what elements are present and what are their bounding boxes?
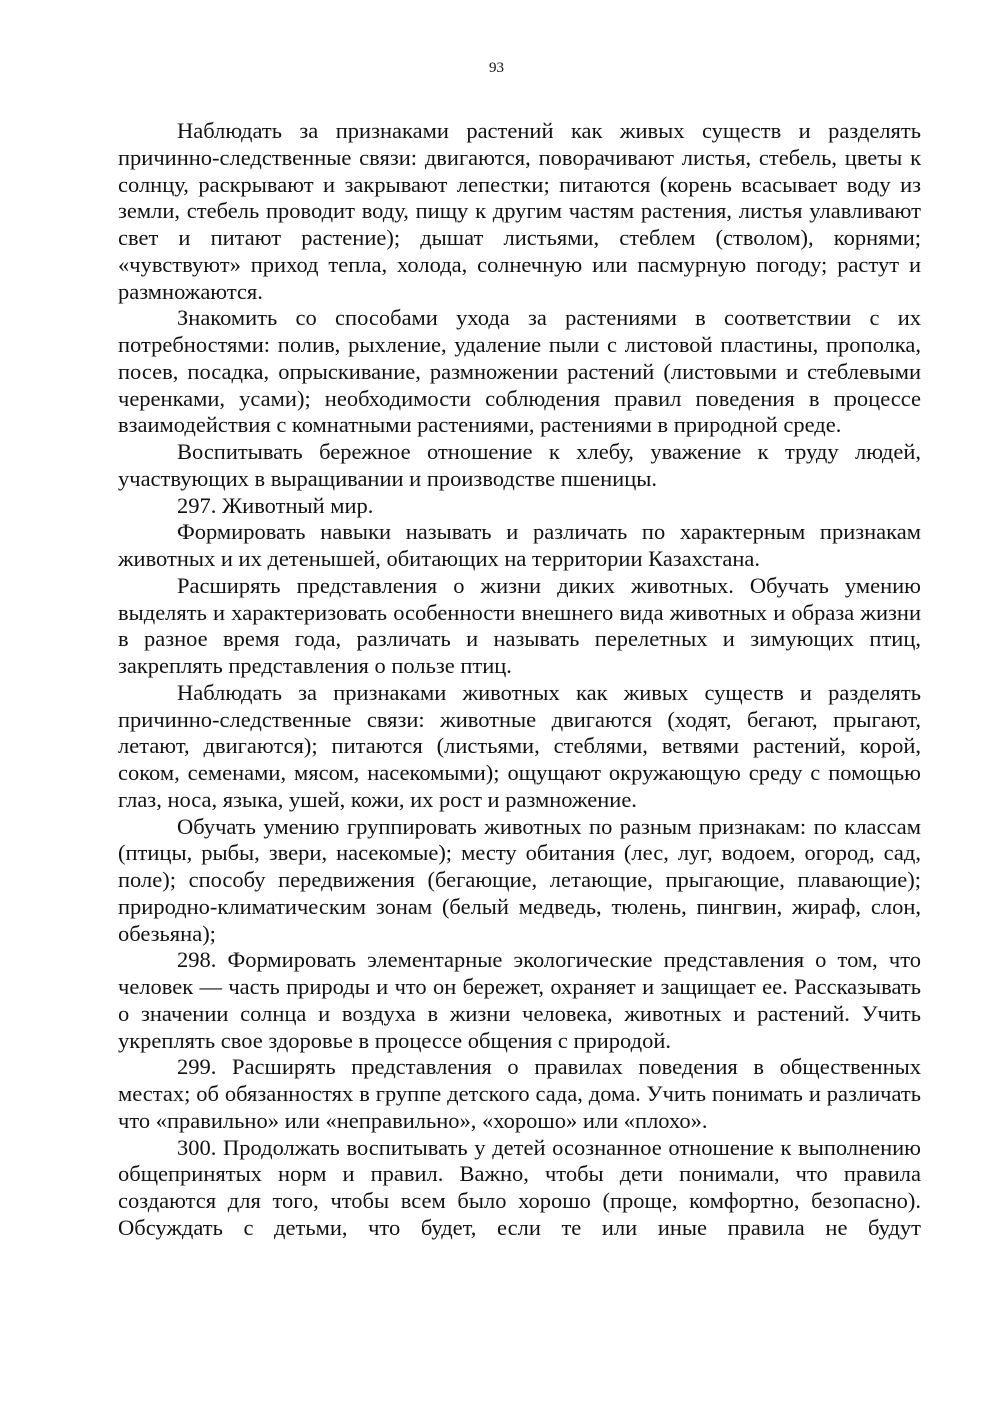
paragraph-bread-respect: Воспитывать бережное отношение к хлебу, уважение к труду людей, участвующих в выращивании и производстве пшеницы. [118,439,921,491]
document-body [118,118,921,1242]
paragraph-298-ecology: 298. Формировать элементарные экологические представления о том, что человек — часть природы и что он бережет, охраняет и защищает ее. Рассказывать о значении солнца и воздуха в жизни человека, животных и растений. Учить укреплять свое здоровье в процессе общения с природой. [118,947,921,1053]
paragraph-animal-grouping: Обучать умению группировать животных по разным признакам: по классам (птицы, рыбы, звери, насекомые); месту обитания (лес, луг, водоем, огород, сад, поле); способу передвижения (бегающие, летающие, прыгающие, плавающие); природно-климатическим зонам (белый медведь, тюлень, пингвин, жираф, слон, обезьяна); [118,813,921,946]
paragraph-animal-naming: Формировать навыки называть и различать по характерным признакам животных и их детенышей, обитающих на территории Казахстана. [118,519,921,571]
page-number: 93 [489,60,504,76]
paragraph-299-behavior: 299. Расширять представления о правилах поведения в общественных местах; об обязанностях в группе детского сада, дома. Учить понимать и различать что «правильно» или «неправильно», «хорошо» или «плохо». [118,1054,921,1133]
section-heading-297: 297. Животный мир. [177,492,374,518]
paragraph-300-norms: 300. Продолжать воспитывать у детей осознанное отношение к выполнению общепринятых норм и правил. Важно, чтобы дети понимали, что правила создаются для того, чтобы всем было хорошо (проще, комфортно, безопасно). Обсуждать с детьми, что будет, если те или иные правила не будут [118,1134,921,1240]
paragraph-plant-care: Знакомить со способами ухода за растениями в соответствии с их потребностями: полив, рыхление, удаление пыли с листовой пластины, прополка, посев, посадка, опрыскивание, размножении растений (листовыми и стеблевыми черенками, усами); необходимости соблюдения правил поведения в процессе взаимодействия с комнатными растениями, растениями в природной среде. [118,305,921,438]
paragraph-wild-animals: Расширять представления о жизни диких животных. Обучать умению выделять и характеризовать особенности внешнего вида животных и образа жизни в разное время года, различать и называть перелетных и зимующих птиц, закреплять представления о пользе птиц. [118,572,921,678]
paragraph-animal-observation: Наблюдать за признаками животных как живых существ и разделять причинно-следственные связи: животные двигаются (ходят, бегают, прыгают, летают, двигаются); питаются (листьями, стеблями, ветвями растений, корой, соком, семенами, мясом, насекомыми); ощущают окружающую среду с помощью глаз, носа, языка, ушей, кожи, их рост и размножение. [118,679,921,812]
paragraph-plant-observation: Наблюдать за признаками растений как живых существ и разделять причинно-следственные связи: двигаются, поворачивают листья, стебель, цветы к солнцу, раскрывают и закрывают лепестки; питаются (корень всасывает воду из земли, стебель проводит воду, пищу к другим частям растения, листья улавливают свет и питают растение); дышат листьями, стеблем (стволом), корнями; «чувствуют» приход тепла, холода, солнечную или пасмурную погоду; растут и размножаются. [118,118,921,304]
